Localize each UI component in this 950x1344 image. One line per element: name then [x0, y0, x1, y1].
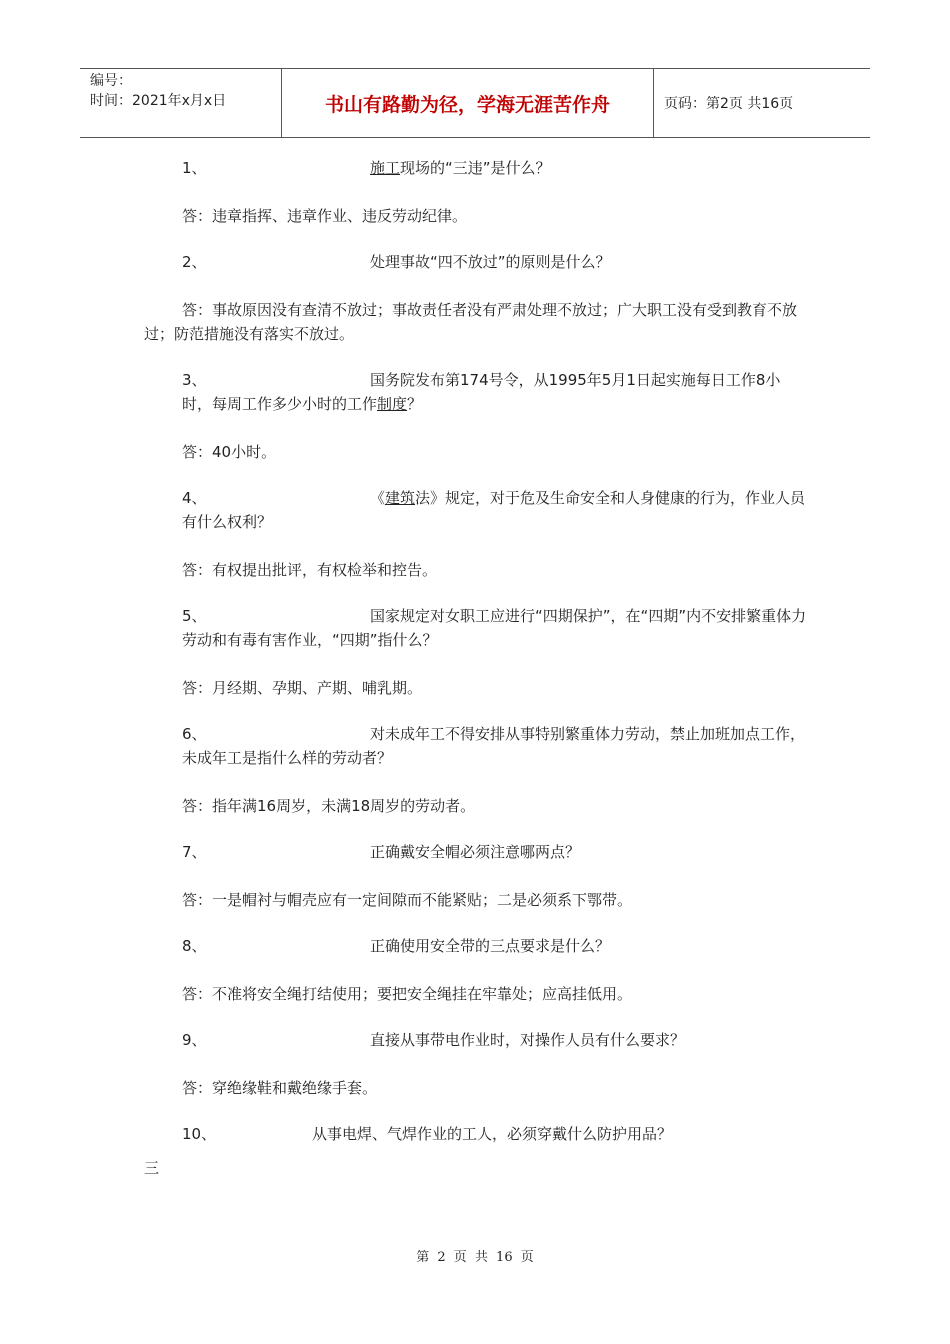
question-number: 8、	[182, 937, 207, 955]
answer-2: 答：事故原因没有查清不放过；事故责任者没有严肃处理不放过；广大职工没有受到教育不放过；防范措施没有落实不放过。	[144, 301, 798, 343]
question-link[interactable]: 建筑	[385, 489, 416, 507]
qa-content	[144, 156, 808, 1195]
question-8	[144, 934, 808, 958]
question-number: 6、	[182, 725, 207, 743]
answer-1: 答：违章指挥、违章作业、违反劳动纪律。	[182, 207, 468, 225]
question-5	[144, 604, 808, 652]
time-label: 时间：2021年x月x日	[90, 93, 227, 109]
question-text: 法》规定，对于危及生命安全和人身健康的行为，作业人员有什么权利？	[182, 489, 806, 531]
question-number: 4、	[182, 489, 207, 507]
question-7	[144, 840, 808, 864]
page-footer: 第 2 页 共 16 页	[416, 1250, 534, 1265]
answer-8: 答：不准将安全绳打结使用；要把安全绳挂在牢靠处；应高挂低用。	[182, 985, 633, 1003]
question-number: 2、	[182, 253, 207, 271]
number-label: 编号：	[90, 73, 132, 89]
question-9	[144, 1028, 808, 1052]
question-text: ？	[407, 395, 423, 413]
answer-5: 答：月经期、孕期、产期、哺乳期。	[182, 679, 423, 697]
question-number: 7、	[182, 843, 207, 861]
question-number: 5、	[182, 607, 207, 625]
question-text: 直接从事带电作业时，对操作人员有什么要求？	[370, 1031, 686, 1049]
question-number: 10、	[182, 1125, 217, 1143]
question-10	[144, 1122, 808, 1146]
header-page-info: 页码：第2页 共16页	[664, 96, 794, 112]
question-number: 3、	[182, 371, 207, 389]
header-meta	[80, 69, 282, 137]
question-2	[144, 250, 808, 274]
question-text: 正确戴安全帽必须注意哪两点？	[370, 843, 581, 861]
question-text: 《	[370, 489, 386, 507]
question-3	[144, 368, 808, 416]
question-text: 从事电焊、气焊作业的工人，必须穿戴什么防护用品？	[312, 1125, 673, 1143]
question-text: 国务院发布第174号令，从1995年5月1日起实施每日工作8小时，每周工作多少小时的工作	[182, 371, 781, 413]
question-6	[144, 722, 808, 770]
trailing-text: 三	[144, 1159, 160, 1177]
question-4	[144, 486, 808, 534]
answer-7: 答：一是帽衬与帽壳应有一定间隙而不能紧贴；二是必须系下鄂带。	[182, 891, 633, 909]
answer-4: 答：有权提出批评，有权检举和控告。	[182, 561, 438, 579]
question-link[interactable]: 施工	[370, 159, 401, 177]
header-slogan-cell	[282, 69, 654, 137]
answer-3: 答：40小时。	[182, 443, 277, 461]
question-text: 对未成年工不得安排从事特别繁重体力劳动，禁止加班加点工作，未成年工是指什么样的劳动者？	[182, 725, 806, 767]
answer-9: 答：穿绝缘鞋和戴绝缘手套。	[182, 1079, 378, 1097]
answer-6: 答：指年满16周岁，未满18周岁的劳动者。	[182, 797, 476, 815]
page-header	[80, 68, 870, 138]
question-1	[144, 156, 808, 180]
header-slogan: 书山有路勤为径，学海无涯苦作舟	[324, 93, 610, 116]
question-number: 1、	[182, 159, 207, 177]
question-number: 9、	[182, 1031, 207, 1049]
question-text: 国家规定对女职工应进行“四期保护”，在“四期”内不安排繁重体力劳动和有毒有害作业，“四期”指什么？	[182, 607, 807, 649]
question-text: 正确使用安全带的三点要求是什么？	[370, 937, 611, 955]
question-link[interactable]: 制度	[377, 395, 408, 413]
question-text: 处理事故“四不放过”的原则是什么？	[370, 253, 611, 271]
question-text: 现场的“三违”是什么？	[400, 159, 551, 177]
